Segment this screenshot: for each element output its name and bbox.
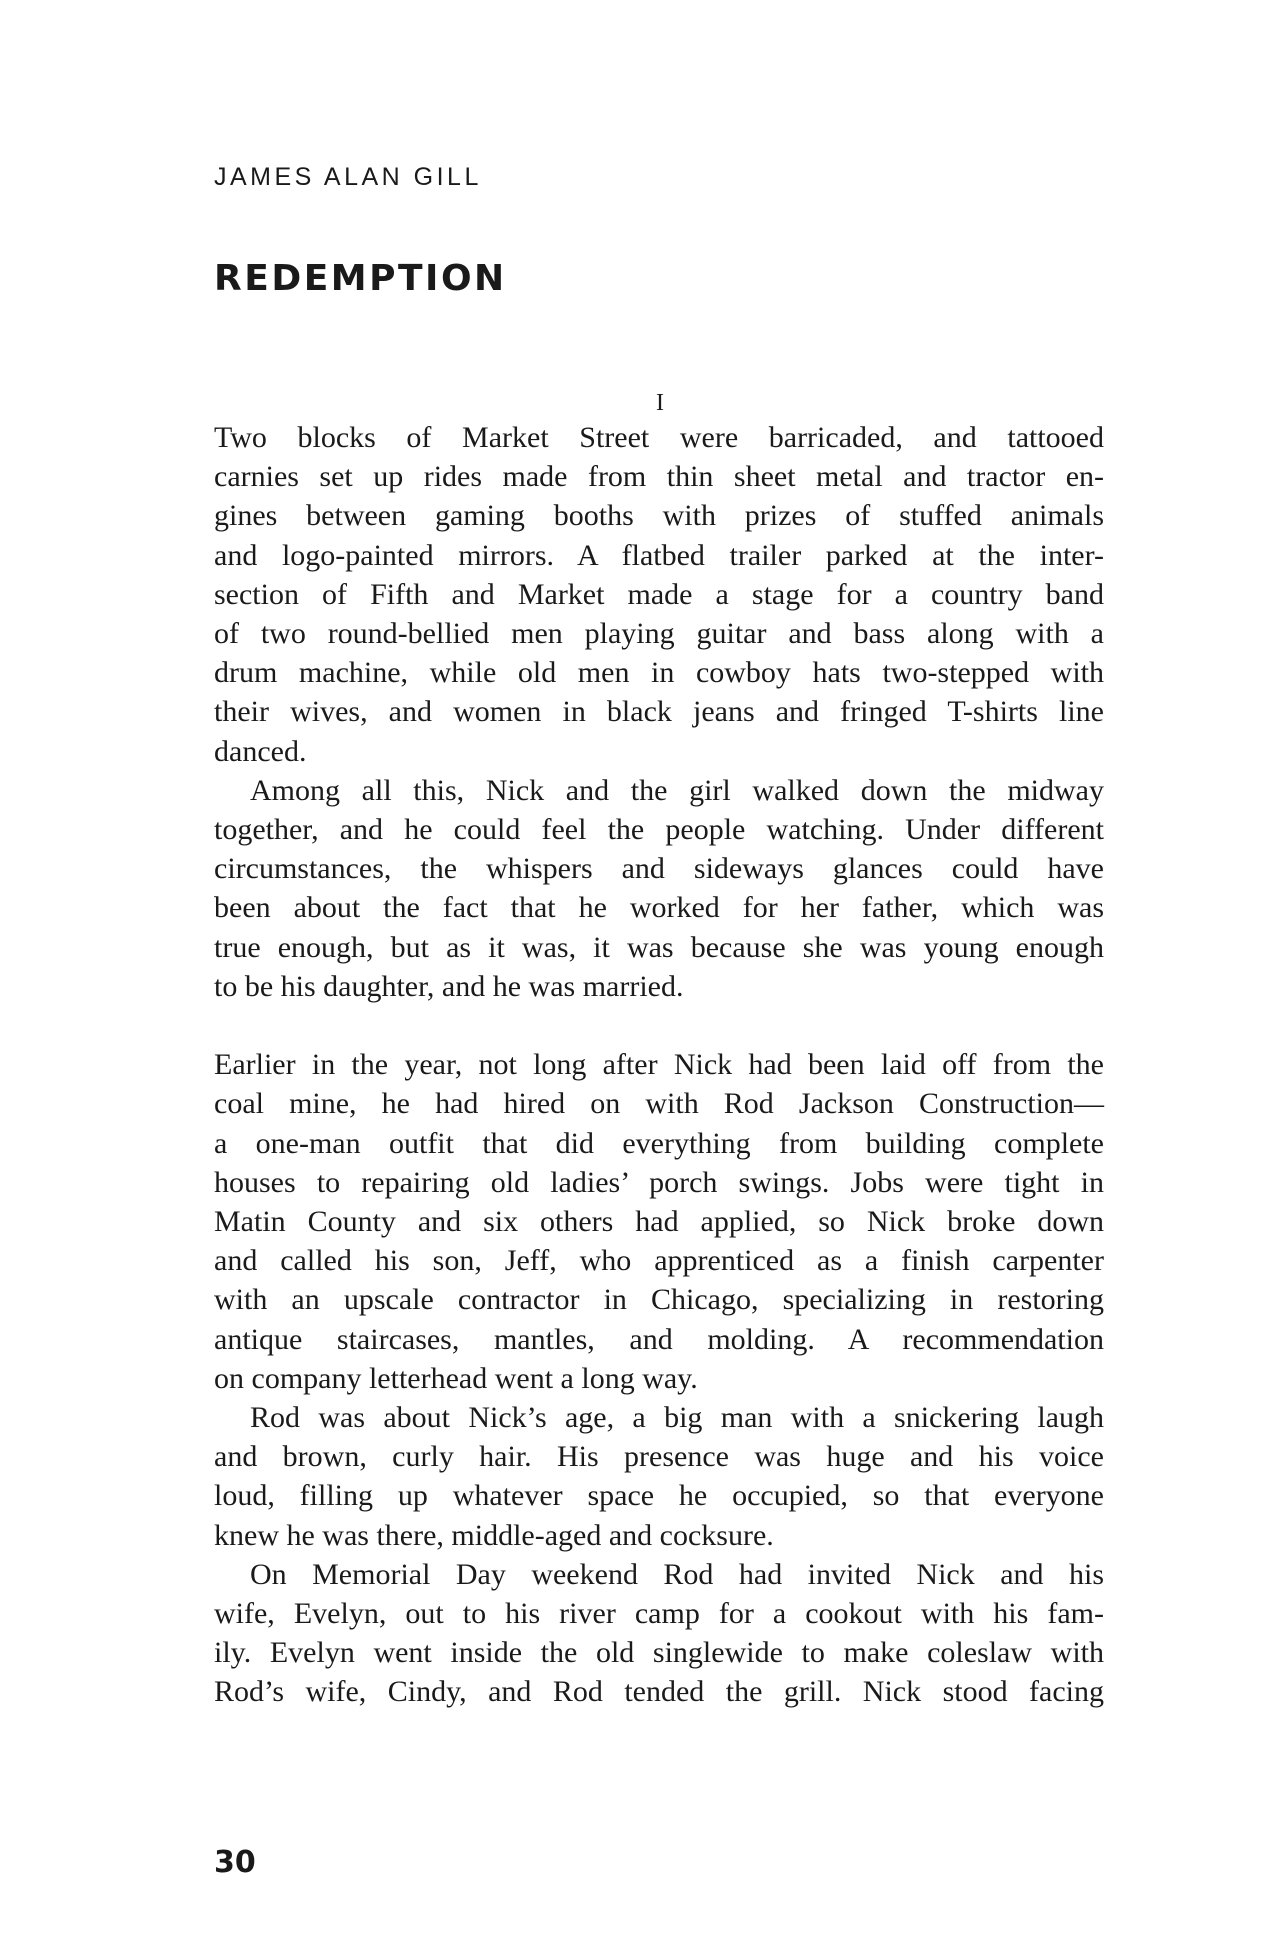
chapter-title: REDEMPTION	[214, 258, 507, 299]
page-number: 30	[214, 1845, 256, 1880]
text-line: Among all this, Nick and the girl walked down the midway	[250, 773, 1104, 807]
text-line: been about the fact that he worked for her father, which was	[214, 891, 1104, 925]
section-number: I	[656, 390, 664, 416]
text-line: houses to repairing old ladies’ porch swings. Jobs were tight in	[214, 1165, 1104, 1199]
text-line: Two blocks of Market Street were barricaded, and tattooed	[214, 421, 1104, 454]
text-line: circumstances, the whispers and sideways glances could have	[214, 852, 1104, 886]
text-line: ily. Evelyn went inside the old singlewide to make coleslaw with	[214, 1636, 1104, 1670]
text-line: on company letterhead went a long way.	[214, 1361, 698, 1395]
text-line: to be his daughter, and he was married.	[214, 969, 684, 1003]
text-line: Rod’s wife, Cindy, and Rod tended the grill. Nick stood facing	[214, 1675, 1104, 1709]
text-line: and brown, curly hair. His presence was huge and his voice	[214, 1440, 1104, 1474]
text-line: their wives, and women in black jeans and fringed T-shirts line	[214, 695, 1104, 729]
text-line: gines between gaming booths with prizes of stuffed animals	[214, 499, 1104, 533]
text-line: Matin County and six others had applied, so Nick broke down	[214, 1205, 1104, 1239]
text-line: On Memorial Day weekend Rod had invited Nick and his	[250, 1557, 1104, 1591]
text-line: wife, Evelyn, out to his river camp for a cookout with his fam-	[214, 1597, 1104, 1631]
text-line: and logo-painted mirrors. A flatbed trailer parked at the inter-	[214, 538, 1104, 572]
running-header-author: JAMES ALAN GILL	[214, 163, 482, 191]
text-line: and called his son, Jeff, who apprenticed as a finish carpenter	[214, 1244, 1104, 1278]
text-line: with an upscale contractor in Chicago, specializing in restoring	[214, 1283, 1104, 1317]
text-line: antique staircases, mantles, and molding. A recommendation	[214, 1322, 1104, 1356]
text-line: section of Fifth and Market made a stage for a country band	[214, 577, 1104, 611]
text-line: together, and he could feel the people watching. Under different	[214, 813, 1104, 847]
text-line: danced.	[214, 734, 307, 768]
text-line: knew he was there, middle-aged and cocksure.	[214, 1518, 774, 1552]
text-line: loud, filling up whatever space he occupied, so that everyone	[214, 1479, 1104, 1513]
text-line: carnies set up rides made from thin sheet metal and tractor en-	[214, 460, 1104, 494]
section-break	[214, 1006, 1104, 1045]
text-line: Rod was about Nick’s age, a big man with a snickering laugh	[250, 1401, 1104, 1435]
text-line: drum machine, while old men in cowboy hats two-stepped with	[214, 656, 1104, 690]
text-line: Earlier in the year, not long after Nick had been laid off from the	[214, 1048, 1104, 1082]
text-line: coal mine, he had hired on with Rod Jackson Construction—	[214, 1087, 1104, 1121]
text-line: true enough, but as it was, it was because she was young enough	[214, 930, 1104, 964]
text-line: of two round-bellied men playing guitar and bass along with a	[214, 617, 1104, 651]
text-line: a one-man outfit that did everything from building complete	[214, 1126, 1104, 1160]
body-text	[214, 418, 1104, 1712]
